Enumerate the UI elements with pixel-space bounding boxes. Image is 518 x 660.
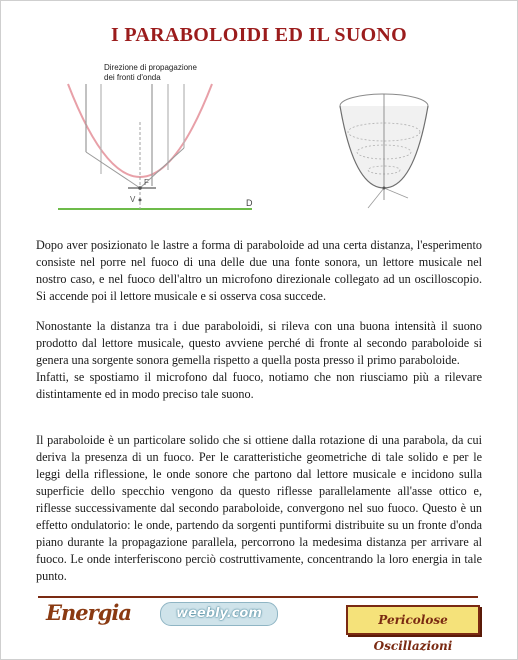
logo-badge: weebly.com [160,602,278,626]
paragraph-text: Infatti, se spostiamo il microfono dal fuoco, notiamo che non riusciamo più a rilevare distintamente ed in modo preciso tale suono. [36,370,482,401]
paragraph-experiment [36,237,482,305]
parabola-reflection-diagram [56,82,266,216]
focus-point [138,186,142,190]
label-v: V [130,195,136,204]
paragraph-text: Dopo aver posizionato le lastre a forma di paraboloide ad una certa distanza, l'esperimento consiste nel porre nel fuoco di una delle due una fonte sonora, un lettore musicale nel nostro caso, e nel fuoco dell'altro un microfono direzionale collegato ad un oscilloscopio. Si accende poi il lettore musicale e si osserva cosa succede. [36,238,482,303]
logo-text: Energia [46,600,131,625]
section-badge: Pericolose Oscillazioni [346,605,480,635]
caption-line-2: dei fronti d'onda [104,73,161,82]
label-f: F [144,178,149,187]
footer-logo [40,598,262,632]
caption-line-1: Direzione di propagazione [104,63,197,72]
paragraph-paraboloid [36,432,482,585]
axis-x [368,188,384,208]
paragraph-text: Il paraboloide è un particolare solido che si ottiene dalla rotazione di una parabola, da cui deriva la presenza di un fuoco. Per le caratteristiche geometriche di tale solido e per le leggi della riflessione, le onde sonore che partono dal lettore musicale e incidono sulla superficie dello specchio vengono da questo riflesse parallelamente all'asse ottico e, riflesse successivamente dal secondo paraboloide, convergono nel suo fuoco. Questo è un effetto ondulatorio: le onde, partendo da sorgenti puntiformi distribuite su un fronte d'onda piano durante la propagazione parallela, percorrono la medesima distanza per arrivare al fuoco. Le onde interferiscono perciò costruttivamente, concentrando la loro energia in tale punto. [36,433,482,583]
vertex-point [139,199,142,202]
paragraph-distance [36,318,482,403]
vertex-point [383,187,386,190]
page-title: I PARABOLOIDI ED IL SUONO [110,24,408,46]
figure-caption [104,63,244,83]
paraboloid-3d-diagram [332,90,442,218]
label-d: D [246,198,253,208]
reflected-ray [86,152,140,188]
axis-y [384,188,408,198]
paragraph-text: Nonostante la distanza tra i due paraboloidi, si rileva con una buona intensità il suono prodotto dal lettore musicale, questo avviene perché di fronte al secondo paraboloide si genera una sorgente sonora gemella rispetto a quella posta presso il primo paraboloide. [36,319,482,367]
